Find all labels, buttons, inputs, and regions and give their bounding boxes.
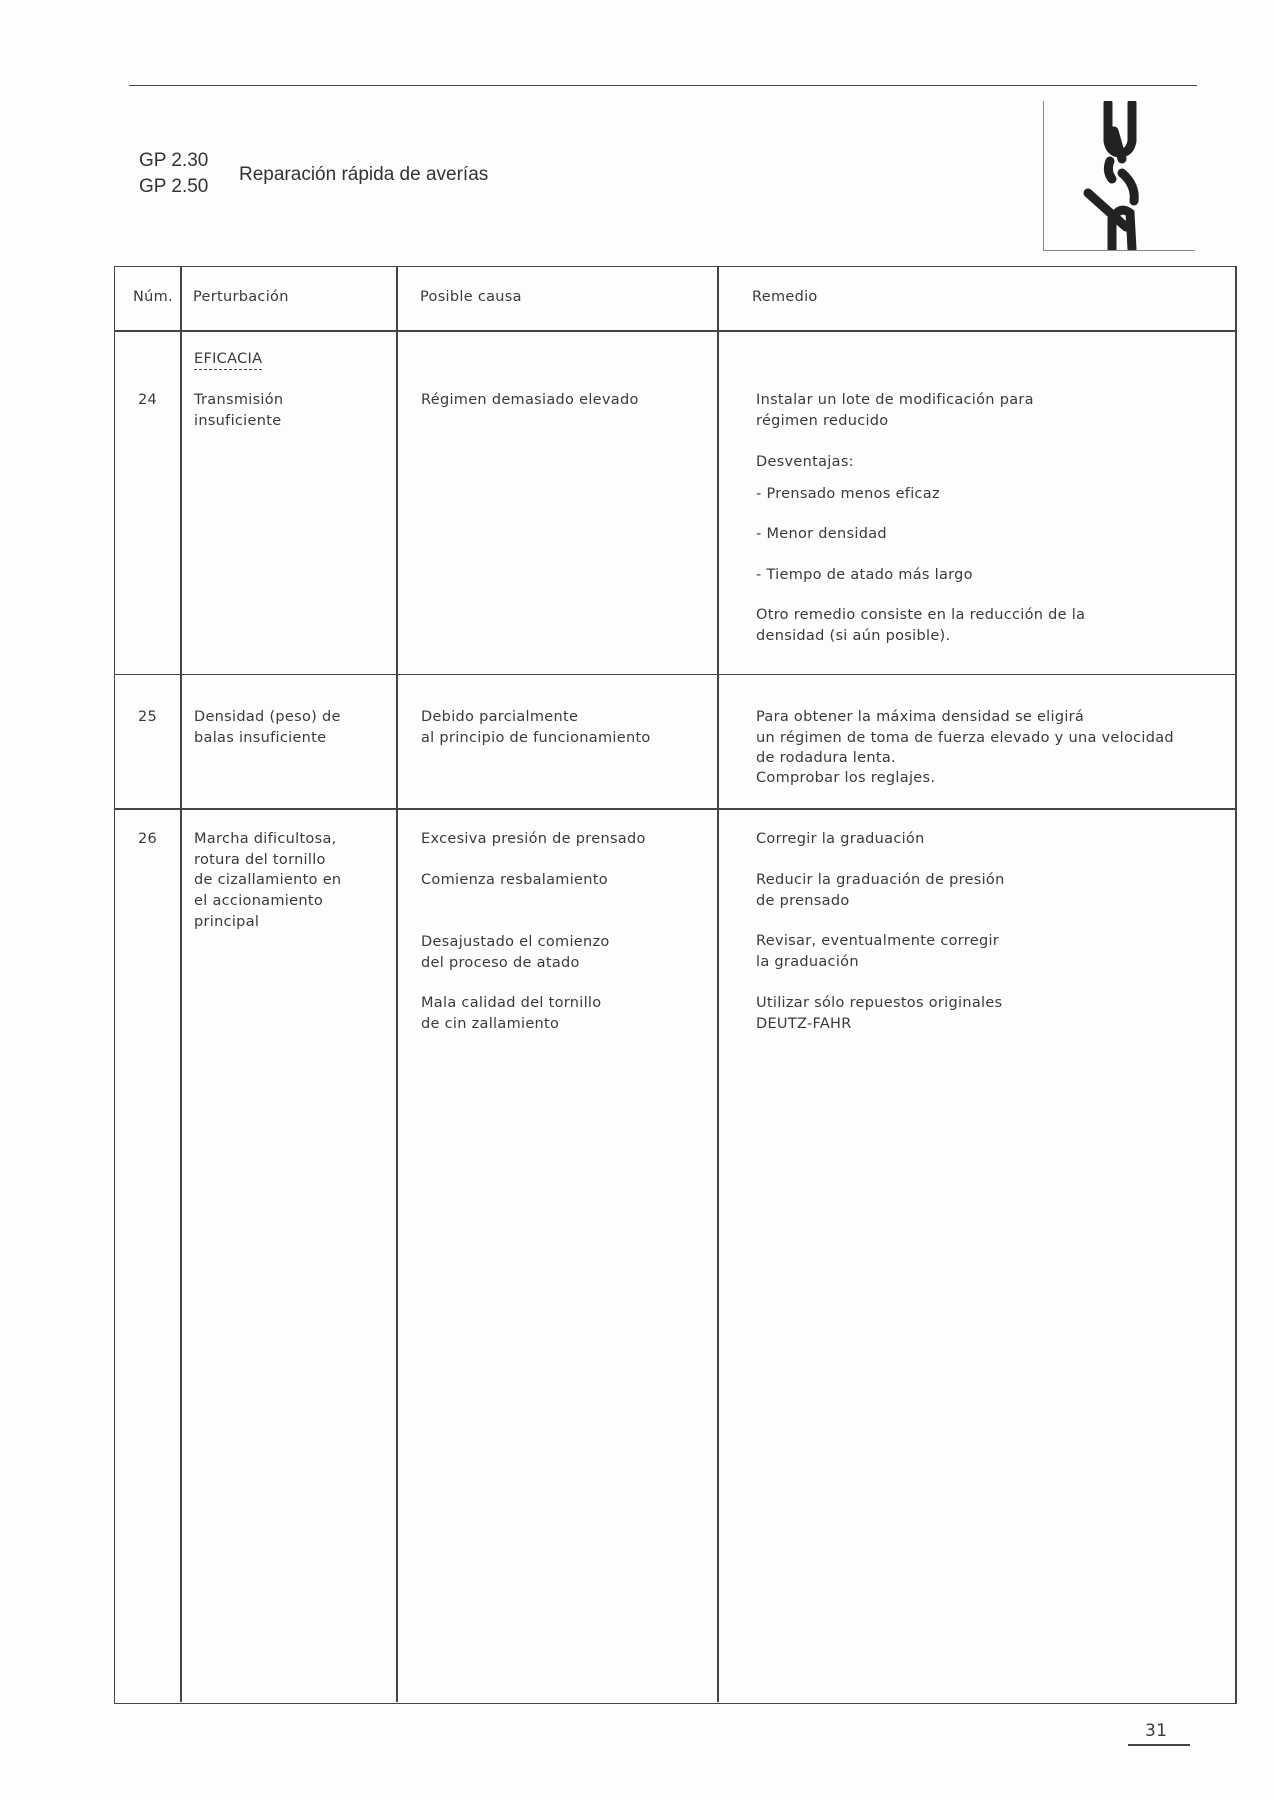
perturbacion-line: principal	[194, 914, 260, 930]
page-number: 31	[1145, 1721, 1168, 1741]
section-heading: EFICACIA	[194, 349, 262, 370]
causa-line: Régimen demasiado elevado	[421, 392, 639, 408]
causa-line: Desajustado el comienzo	[421, 934, 610, 950]
remedio-line: Utilizar sólo repuestos originales	[756, 995, 1003, 1011]
causa-line: Mala calidad del tornillo	[421, 995, 602, 1011]
row-divider	[114, 674, 1236, 675]
perturbacion-line: Transmisión	[194, 392, 284, 408]
row-number: 26	[138, 831, 158, 847]
remedio-line: Desventajas:	[756, 454, 854, 470]
remedio-line: Reducir la graduación de presión	[756, 872, 1005, 888]
column-header-causa: Posible causa	[420, 289, 522, 305]
remedio-line: Para obtener la máxima densidad se eligirá	[756, 709, 1085, 725]
perturbacion-line: Densidad (peso) de	[194, 709, 341, 725]
perturbacion-line: de cizallamiento en	[194, 872, 342, 888]
row-number: 25	[138, 709, 158, 725]
remedio-line: Comprobar los reglajes.	[756, 770, 936, 786]
remedio-line: de rodadura lenta.	[756, 750, 896, 766]
remedio-line: densidad (si aún posible).	[756, 628, 951, 644]
column-header-remedio: Remedio	[752, 289, 818, 305]
remedio-line: la graduación	[756, 954, 859, 970]
causa-line: al principio de funcionamiento	[421, 730, 651, 746]
causa-line: del proceso de atado	[421, 955, 580, 971]
model-gp230: GP 2.30	[139, 150, 209, 171]
perturbacion-line: el accionamiento	[194, 893, 323, 909]
column-header-perturbacion: Perturbación	[193, 289, 289, 305]
remedio-line: un régimen de toma de fuerza elevado y una velocidad	[756, 730, 1174, 746]
troubleshooting-table	[114, 266, 1237, 1704]
remedio-line: DEUTZ-FAHR	[756, 1016, 852, 1032]
remedio-line: Instalar un lote de modificación para	[756, 392, 1034, 408]
column-divider	[180, 266, 182, 1702]
column-divider	[396, 266, 398, 1702]
remedio-line: - Tiempo de atado más largo	[756, 567, 973, 583]
page-title: Reparación rápida de averías	[239, 164, 489, 185]
perturbacion-line: insuficiente	[194, 413, 282, 429]
remedio-line: régimen reducido	[756, 413, 889, 429]
page-number-underline	[1128, 1744, 1190, 1746]
remedio-line: - Menor densidad	[756, 526, 887, 542]
causa-line: Excesiva presión de prensado	[421, 831, 646, 847]
causa-line: de cin zallamiento	[421, 1016, 560, 1032]
row-number: 24	[138, 392, 158, 408]
column-header-num: Núm.	[133, 289, 173, 305]
perturbacion-line: balas insuficiente	[194, 730, 327, 746]
remedio-line: Otro remedio consiste en la reducción de la	[756, 607, 1086, 623]
remedio-line: de prensado	[756, 893, 850, 909]
remedio-line: - Prensado menos eficaz	[756, 486, 940, 502]
row-divider	[114, 808, 1236, 810]
perturbacion-line: Marcha dificultosa,	[194, 831, 337, 847]
perturbacion-line: rotura del tornillo	[194, 852, 326, 868]
remedio-line: Corregir la graduación	[756, 831, 925, 847]
broken-chain-icon	[1043, 101, 1195, 251]
causa-line: Comienza resbalamiento	[421, 872, 608, 888]
top-rule	[129, 85, 1197, 86]
model-gp250: GP 2.50	[139, 176, 209, 197]
header-divider	[114, 330, 1236, 332]
column-divider	[717, 266, 719, 1702]
causa-line: Debido parcialmente	[421, 709, 579, 725]
remedio-line: Revisar, eventualmente corregir	[756, 933, 1000, 949]
